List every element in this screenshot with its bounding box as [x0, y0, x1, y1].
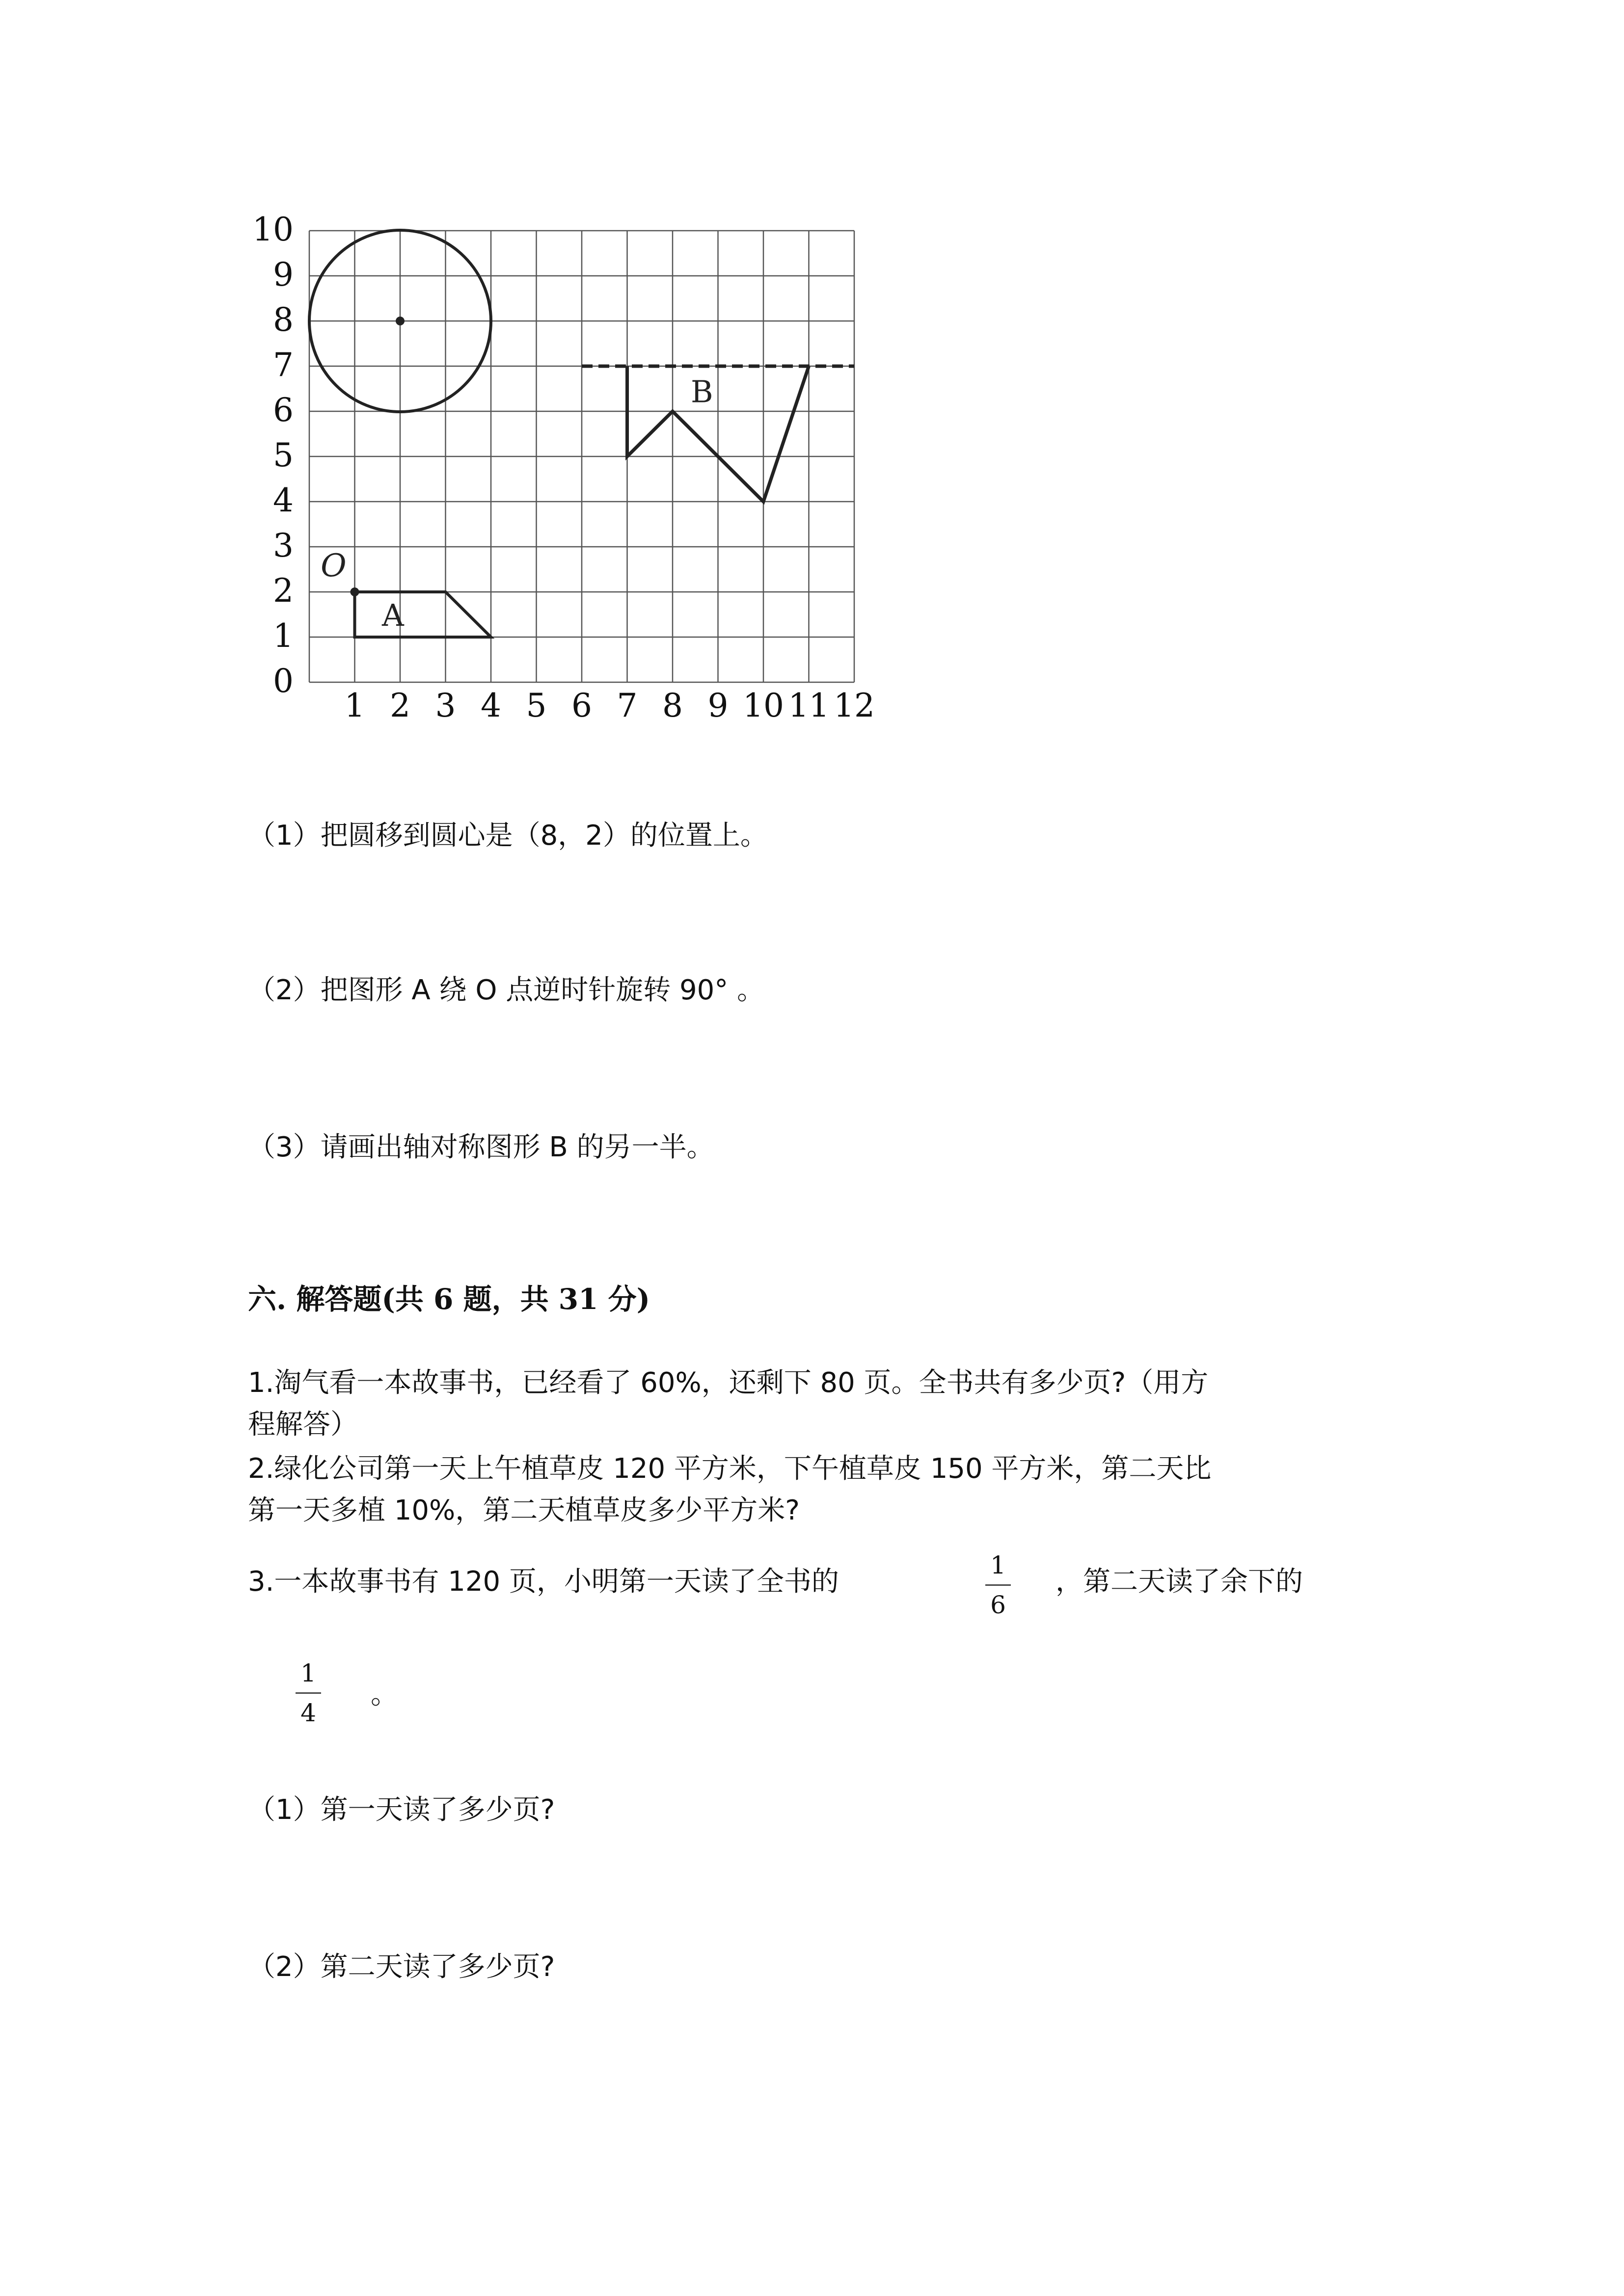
y-tick-label: 2: [273, 572, 294, 610]
figure-question-1: （1）把圆移到圆心是（8，2）的位置上。: [248, 820, 768, 852]
y-tick-label: 9: [273, 256, 294, 294]
fraction-numerator: 1: [990, 1551, 1006, 1579]
fraction-denominator: 4: [300, 1699, 316, 1727]
problem-2-line-1: 2.绿化公司第一天上午植草皮 120 平方米，下午植草皮 150 平方米，第二天比: [248, 1453, 1212, 1485]
x-tick-label: 4: [481, 687, 501, 724]
y-tick-label: 1: [273, 617, 294, 655]
problem-2-line-2: 第一天多植 10%，第二天植草皮多少平方米?: [248, 1495, 800, 1526]
y-tick-label: 5: [273, 436, 294, 474]
coordinate-grid-figure: [245, 196, 893, 726]
y-axis-labels: [252, 211, 294, 700]
problem-3-period: 。: [371, 1679, 398, 1710]
y-tick-label: 0: [273, 662, 294, 700]
point-o-dot: [351, 587, 359, 596]
x-tick-label: 8: [662, 687, 683, 724]
problem-3-sub-1: （1）第一天读了多少页?: [248, 1794, 555, 1826]
fraction-bar: [985, 1584, 1011, 1586]
problem-3-sub-2: （2）第二天读了多少页?: [248, 1951, 555, 1983]
problem-3-text-part-2: ，第二天读了余下的: [1056, 1566, 1303, 1598]
shape-a-label: A: [382, 597, 404, 633]
problem-3-text-part-1: 3.一本故事书有 120 页，小明第一天读了全书的: [248, 1566, 839, 1598]
figure-question-2: （2）把图形 A 绕 O 点逆时针旋转 90° 。: [248, 974, 765, 1006]
point-o-label: O: [321, 547, 347, 584]
x-tick-label: 2: [390, 687, 410, 724]
shape-b-label: B: [691, 374, 713, 410]
y-tick-label: 8: [273, 301, 294, 339]
x-tick-label: 12: [834, 687, 875, 724]
fraction-denominator: 6: [990, 1591, 1006, 1619]
fraction-bar: [296, 1692, 321, 1694]
x-tick-label: 3: [435, 687, 456, 724]
x-tick-label: 9: [707, 687, 729, 724]
shape-a: [355, 592, 491, 637]
x-tick-label: 11: [788, 687, 830, 724]
fraction-numerator: 1: [300, 1659, 316, 1687]
x-tick-label: 1: [344, 687, 365, 724]
fraction-one-fourth: [294, 1659, 323, 1727]
problem-1-line-1: 1.淘气看一本故事书，已经看了 60%，还剩下 80 页。全书共有多少页?（用方: [248, 1367, 1209, 1399]
y-tick-label: 6: [273, 391, 294, 429]
x-tick-label: 5: [526, 687, 547, 724]
y-tick-label: 7: [273, 346, 294, 384]
y-tick-label: 4: [273, 481, 294, 519]
x-axis-labels: [345, 687, 875, 724]
y-tick-label: 10: [252, 211, 294, 248]
problem-1-line-2: 程解答）: [248, 1409, 358, 1441]
x-tick-label: 6: [571, 687, 592, 724]
figure-question-3: （3）请画出轴对称图形 B 的另一半。: [248, 1131, 714, 1163]
fraction-one-sixth: [983, 1551, 1013, 1619]
y-tick-label: 3: [273, 527, 294, 564]
x-tick-label: 10: [743, 687, 784, 724]
circle-center-dot: [396, 317, 405, 325]
x-tick-label: 7: [617, 687, 638, 724]
section-title: 六. 解答题(共 6 题，共 31 分): [248, 1282, 650, 1316]
